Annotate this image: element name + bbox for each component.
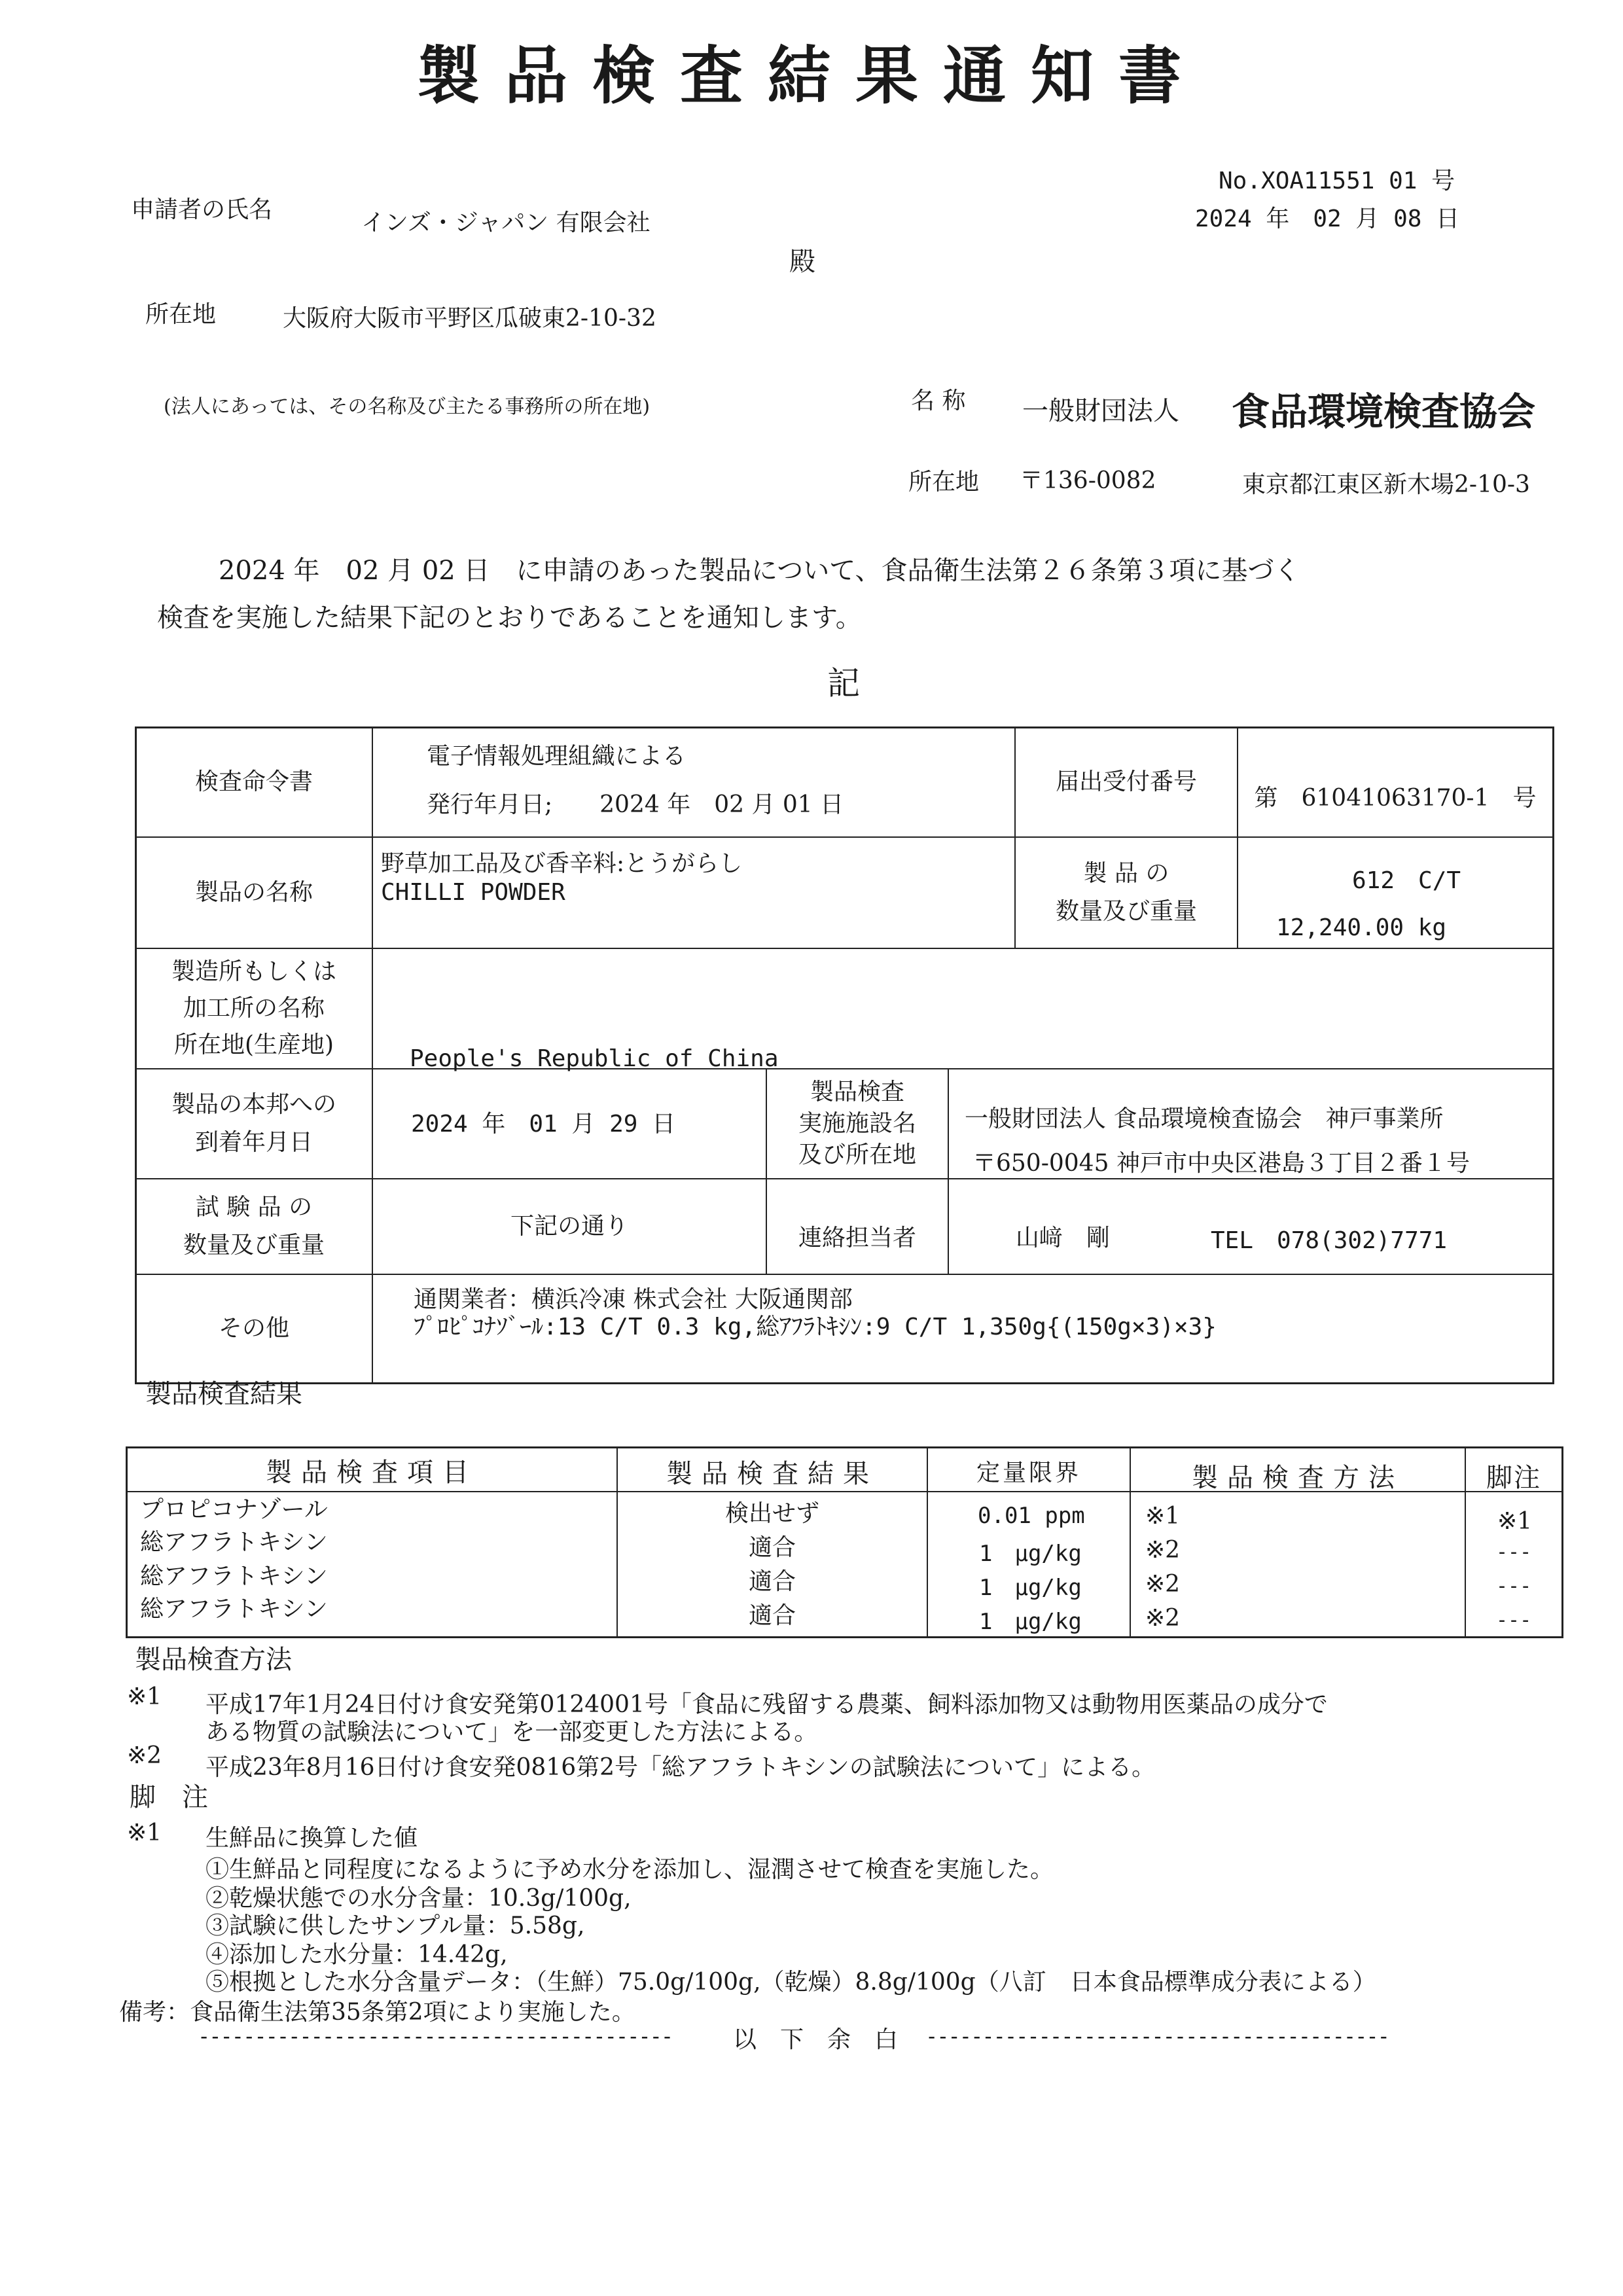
method-2-line-1: 平成23年8月16日付け食安発0816第2号「総アフラトキシンの試験法について」による。 [205, 1754, 1156, 1781]
quantity-weight: 12,240.00 kg [1276, 914, 1447, 941]
ki-heading: 記 [827, 664, 860, 702]
facility-address: 〒650-0045 神戸市中央区港島３丁目２番１号 [972, 1150, 1470, 1177]
applicant-name: インズ・ジャパン 有限会社 [361, 209, 651, 236]
header-method: 製品検査方法 [1192, 1463, 1404, 1493]
intro-line-1: 2024 年 02 月 02 日 に申請のあった製品について、食品衛生法第２６条第３項に基づく [219, 556, 1300, 586]
row-method: ※2 [1145, 1605, 1181, 1632]
order-line-1: 電子情報処理組織による [427, 743, 687, 770]
row-footnote: --- [1496, 1541, 1532, 1564]
row-item: 総アフラトキシン [140, 1529, 328, 1556]
header-limit: 定量限界 [976, 1460, 1081, 1486]
row-method: ※2 [1145, 1537, 1181, 1564]
footnote-1-line-3: ②乾燥状態での水分含量：10.3g/100g, [205, 1885, 632, 1912]
contact-name: 山﨑 剛 [1016, 1225, 1111, 1251]
issuer-address: 東京都江東区新木場2-10-3 [1242, 471, 1530, 498]
order-label: 検査命令書 [194, 768, 313, 795]
row-footnote: --- [1496, 1609, 1532, 1632]
footnote-1-mark: ※1 [127, 1820, 162, 1846]
facility-name: 一般財団法人 食品環境検査協会 神戸事業所 [965, 1105, 1444, 1132]
row-result: 適合 [748, 1602, 796, 1629]
row-footnote: --- [1496, 1575, 1532, 1598]
issuer-address-label: 所在地 [908, 469, 980, 495]
footnote-1-line-6: ⑤根拠とした水分含量データ：（生鮮）75.0g/100g,（乾燥）8.8g/100g（八訂 日本食品標準成分表による） [205, 1969, 1376, 1996]
end-dashes-right: ----------------------------------------- [925, 2024, 1389, 2049]
footnote-1-line-5: ④添加した水分量：14.42g, [205, 1941, 508, 1968]
notification-value: 第 61041063170-1 号 [1254, 785, 1537, 812]
other-line-2: ﾌﾟﾛﾋﾟｺﾅｿﾞｰﾙ:13 C/T 0.3 kg,総ｱﾌﾗﾄｷｼﾝ:9 C/T 1,350g{(150g×3)×3} [414, 1314, 1217, 1340]
product-name-jp: 野草加工品及び香辛料:とうがらし [381, 850, 743, 877]
corporate-note: (法人にあっては、その名称及び主たる事務所の所在地) [164, 395, 651, 418]
header-footnote: 脚注 [1486, 1463, 1541, 1493]
footnotes-title: 脚 注 [130, 1782, 208, 1812]
row-limit: 1 μg/kg [979, 1541, 1082, 1567]
row-limit: 0.01 ppm [978, 1503, 1085, 1529]
factory-label: 製造所もしくは 加工所の名称 所在地(生産地) [171, 958, 336, 1058]
quantity-cartons: 612 C/T [1352, 867, 1461, 894]
factory-value: People's Republic of China [410, 1045, 779, 1072]
quantity-label: 製 品 の 数量及び重量 [1055, 860, 1197, 925]
contact-label: 連絡担当者 [798, 1225, 916, 1251]
method-1-line-2: ある物質の試験法について」を一部変更した方法による。 [205, 1719, 818, 1746]
row-method: ※2 [1145, 1571, 1181, 1598]
row-result: 適合 [748, 1534, 796, 1561]
order-line-2: 発行年月日; 2024 年 02 月 01 日 [427, 791, 844, 818]
issuer-prefix: 一般財団法人 [1022, 396, 1179, 426]
results-title: 製品検査結果 [145, 1379, 302, 1409]
method-1-line-1: 平成17年1月24日付け食安発第0124001号「食品に残留する農薬、飼料添加物又は動物用医薬品の成分で [205, 1691, 1328, 1718]
row-limit: 1 μg/kg [979, 1609, 1082, 1635]
issuer-name: 食品環境検査協会 [1232, 389, 1536, 434]
method-2-mark: ※2 [127, 1742, 162, 1769]
address-value: 大阪府大阪市平野区瓜破東2-10-32 [283, 305, 656, 332]
document-number: No.XOA11551 01 号 [1219, 168, 1455, 194]
footnote-1-line-1: 生鮮品に換算した値 [205, 1825, 418, 1852]
product-name-en: CHILLI POWDER [381, 879, 565, 906]
other-label: その他 [218, 1315, 289, 1342]
remarks-line: 備考：食品衛生法第35条第2項により実施した。 [119, 1999, 635, 2026]
methods-title: 製品検査方法 [135, 1645, 292, 1675]
arrival-date: 2024 年 01 月 29 日 [411, 1111, 676, 1138]
row-method: ※1 [1145, 1503, 1181, 1530]
arrival-label: 製品の本邦への 到着年月日 [171, 1091, 336, 1156]
issuer-postal: 〒136-0082 [1020, 467, 1156, 494]
notification-label: 届出受付番号 [1055, 768, 1197, 795]
end-text: 以 下 余 白 [733, 2026, 899, 2053]
honorific: 殿 [789, 247, 815, 277]
row-footnote: ※1 [1497, 1508, 1533, 1535]
facility-label: 製品検査 実施施設名 及び所在地 [798, 1079, 916, 1168]
sample-value: 下記の通り [510, 1213, 628, 1240]
row-result: 適合 [748, 1568, 796, 1595]
other-line-1: 通関業者：横浜冷凍 株式会社 大阪通関部 [414, 1286, 853, 1313]
product-label: 製品の名称 [194, 879, 313, 906]
header-item: 製品検査項目 [266, 1458, 478, 1488]
row-result: 検出せず [724, 1500, 819, 1527]
row-item: 総アフラトキシン [140, 1596, 328, 1623]
footnote-1-line-2: ①生鮮品と同程度になるように予め水分を添加し、湿潤させて検査を実施した。 [205, 1856, 1054, 1883]
end-dashes-left: ------------------------------------------ [198, 2024, 673, 2049]
row-item: 総アフラトキシン [140, 1563, 328, 1590]
footnote-1-line-4: ③試験に供したサンプル量：5.58g, [205, 1912, 585, 1939]
document-title: 製品検査結果通知書 [417, 39, 1206, 113]
address-label: 所在地 [145, 301, 217, 328]
issuer-name-label: 名 称 [911, 387, 966, 414]
sample-label: 試 験 品 の 数量及び重量 [183, 1194, 325, 1259]
method-1-mark: ※1 [127, 1683, 162, 1710]
row-limit: 1 μg/kg [979, 1575, 1082, 1601]
header-result: 製品検査結果 [666, 1459, 878, 1489]
row-item: プロピコナゾール [140, 1496, 328, 1523]
applicant-label: 申請者の氏名 [131, 196, 273, 223]
contact-tel: TEL 078(302)7771 [1211, 1227, 1448, 1254]
document-date: 2024 年 02 月 08 日 [1195, 206, 1460, 232]
intro-line-2: 検査を実施した結果下記のとおりであることを通知します。 [157, 603, 862, 633]
